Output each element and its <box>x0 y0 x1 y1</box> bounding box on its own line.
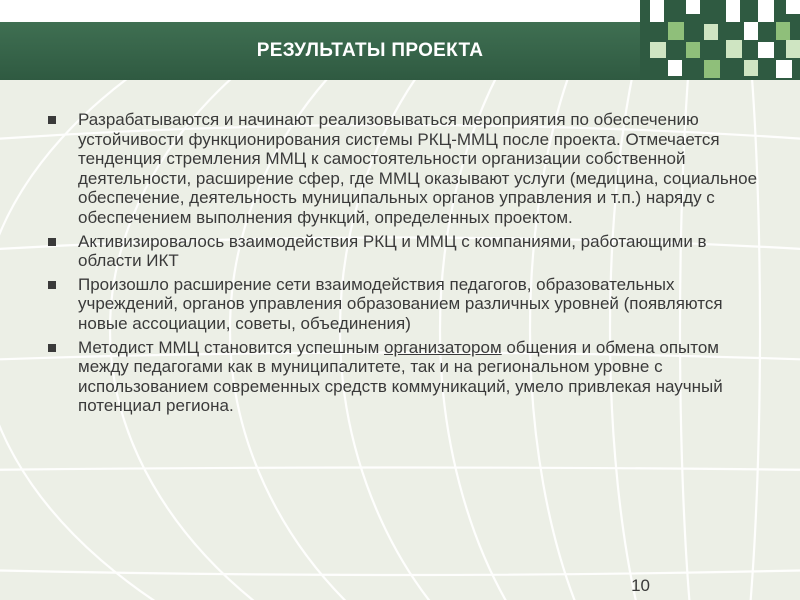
bullet-text: Произошло расширение сети взаимодействия педагогов, образовательных учреждений, органов управления образованием различных уровней (появляются новые ассоциации, советы, объединения) <box>78 274 723 333</box>
bullet-text-before: Методист ММЦ становится успешным <box>78 337 385 357</box>
bullet-item <box>48 338 758 416</box>
square-bullet-icon <box>48 344 56 352</box>
bullet-item <box>48 275 758 334</box>
bullet-text: Разрабатываются и начинают реализовываться мероприятия по обеспечению устойчивости функционирования системы РКЦ-ММЦ после проекта. Отмечается тенденция стремления ММЦ к самостоятельности организации собственной деятельности, расширение сфер, где ММЦ оказывают услуги (медицина, социальное обеспечение, деятельность муниципальных органов управления и т.п.) наряду с обеспечением выполнения функций, определенных проектом. <box>78 110 758 227</box>
bullet-item <box>48 110 758 228</box>
bullet-text-after: общения и обмена опытом между педагогами как в муниципалитете, так и на региональном уровне с использованием современных средств коммуникаций, умело привлекая научный потенциал региона. <box>78 337 723 416</box>
bullet-item <box>48 232 758 271</box>
bullet-text: Активизировалось взаимодействия РКЦ и ММЦ с компаниями, работающими в области ИКТ <box>78 231 707 271</box>
slide-title: РЕЗУЛЬТАТЫ ПРОЕКТА <box>256 40 484 61</box>
slide-content <box>48 110 758 420</box>
bullet-list <box>48 110 758 416</box>
square-bullet-icon <box>48 116 56 124</box>
page-number: 10 <box>631 576 650 595</box>
organizer-link[interactable]: организатором <box>384 337 502 357</box>
square-bullet-icon <box>48 238 56 246</box>
mosaic-decoration <box>640 0 800 80</box>
square-bullet-icon <box>48 281 56 289</box>
